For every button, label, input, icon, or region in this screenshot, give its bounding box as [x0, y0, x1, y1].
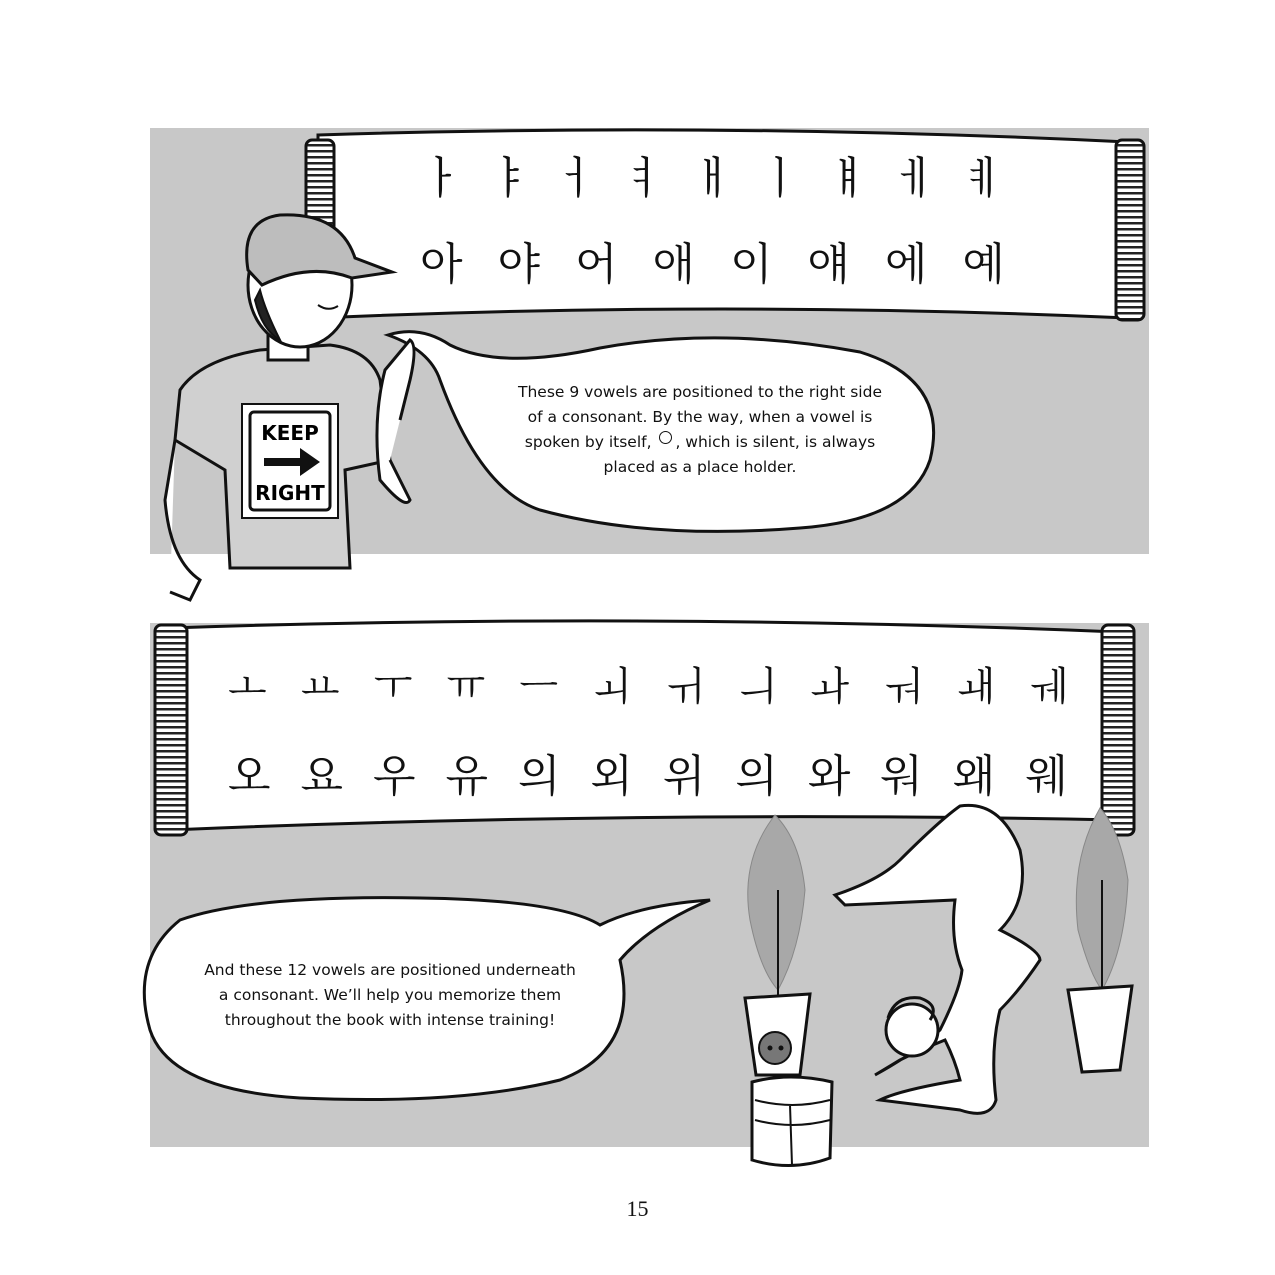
vowel-jamo: ㅛ [300, 664, 340, 710]
vowel-syllable: 예 [962, 239, 1005, 290]
vowel-syllable: 야 [497, 239, 540, 290]
vowel-jamo: ㅙ [956, 664, 996, 710]
bubble-line: throughout the book with intense training! [224, 1011, 556, 1029]
speech-bubble-top-text [490, 380, 910, 480]
vowel-jamo: ㅢ [737, 664, 777, 710]
vowel-jamo: ㅕ [623, 153, 666, 204]
vowel-jamo: ㅣ [758, 153, 802, 204]
vowel-syllable: 애 [652, 239, 695, 290]
bottom-vowel-jamo-row [228, 655, 1068, 712]
vowel-syllable: 우 [372, 751, 416, 802]
bottom-vowel-syllable-row [228, 740, 1068, 804]
bubble-line-part: , which is silent, is always [675, 433, 876, 451]
vowel-jamo: ㅖ [962, 153, 1005, 204]
top-vowel-syllable-row [420, 228, 1005, 292]
vowel-syllable: 오 [228, 751, 271, 802]
page-number: 15 [626, 1196, 649, 1221]
bubble-line: of a consonant. By the way, when a vowel is [527, 408, 873, 426]
vowel-syllable: 의 [735, 751, 778, 802]
ieung-circle-icon [659, 431, 672, 444]
vowel-syllable: 이 [729, 239, 773, 290]
sign-right-text: RIGHT [255, 481, 325, 505]
vowel-jamo: ㅗ [228, 664, 267, 710]
vowel-syllable: 얘 [807, 239, 850, 290]
speech-bubble-bottom-text [180, 958, 600, 1033]
vowel-syllable: 웨 [1025, 751, 1068, 802]
yoga-person [835, 805, 1040, 1113]
plant-right [1068, 808, 1132, 1072]
bubble-line: These 9 vowels are positioned to the right side [518, 383, 882, 401]
vowel-jamo: ㅐ [691, 153, 734, 204]
vowel-syllable: 어 [574, 239, 618, 290]
vowel-syllable: 에 [884, 239, 928, 290]
vowel-jamo: ㅟ [665, 664, 704, 710]
vowel-jamo: ㅚ [592, 664, 631, 710]
vowel-jamo: ㅑ [487, 153, 531, 204]
bubble-line-part: spoken by itself, [524, 433, 652, 451]
vowel-syllable: 와 [807, 751, 851, 802]
vowel-syllable: 아 [420, 239, 463, 290]
bubble-line: a consonant. We’ll help you memorize them [218, 986, 562, 1004]
vowel-jamo: ㅏ [420, 153, 463, 204]
vowel-syllable: 의 [517, 751, 561, 802]
vowel-jamo: ㅜ [373, 664, 413, 710]
vowel-syllable: 위 [662, 751, 706, 802]
sign-keep-text: KEEP [261, 421, 319, 445]
vowel-syllable: 요 [300, 751, 343, 802]
vowel-jamo: ㅒ [826, 153, 870, 204]
vowel-jamo: ㅝ [883, 664, 923, 710]
vowel-syllable: 워 [880, 751, 923, 802]
bubble-line [490, 430, 910, 455]
top-vowel-jamo-row [420, 142, 1005, 206]
vowel-syllable: 유 [445, 751, 488, 802]
vowel-syllable: 외 [590, 751, 633, 802]
boy-character [165, 215, 414, 600]
vowel-jamo: ㅓ [555, 153, 599, 204]
bubble-line: And these 12 vowels are positioned underneath [204, 961, 576, 979]
vowel-jamo: ㅘ [810, 664, 850, 710]
vowel-jamo: ㅡ [519, 664, 559, 710]
vowel-jamo: ㅔ [894, 153, 938, 204]
vowel-jamo: ㅠ [446, 664, 486, 710]
bubble-line: placed as a place holder. [603, 458, 797, 476]
vowel-jamo: ㅞ [1029, 664, 1068, 710]
vowel-syllable: 왜 [952, 751, 996, 802]
